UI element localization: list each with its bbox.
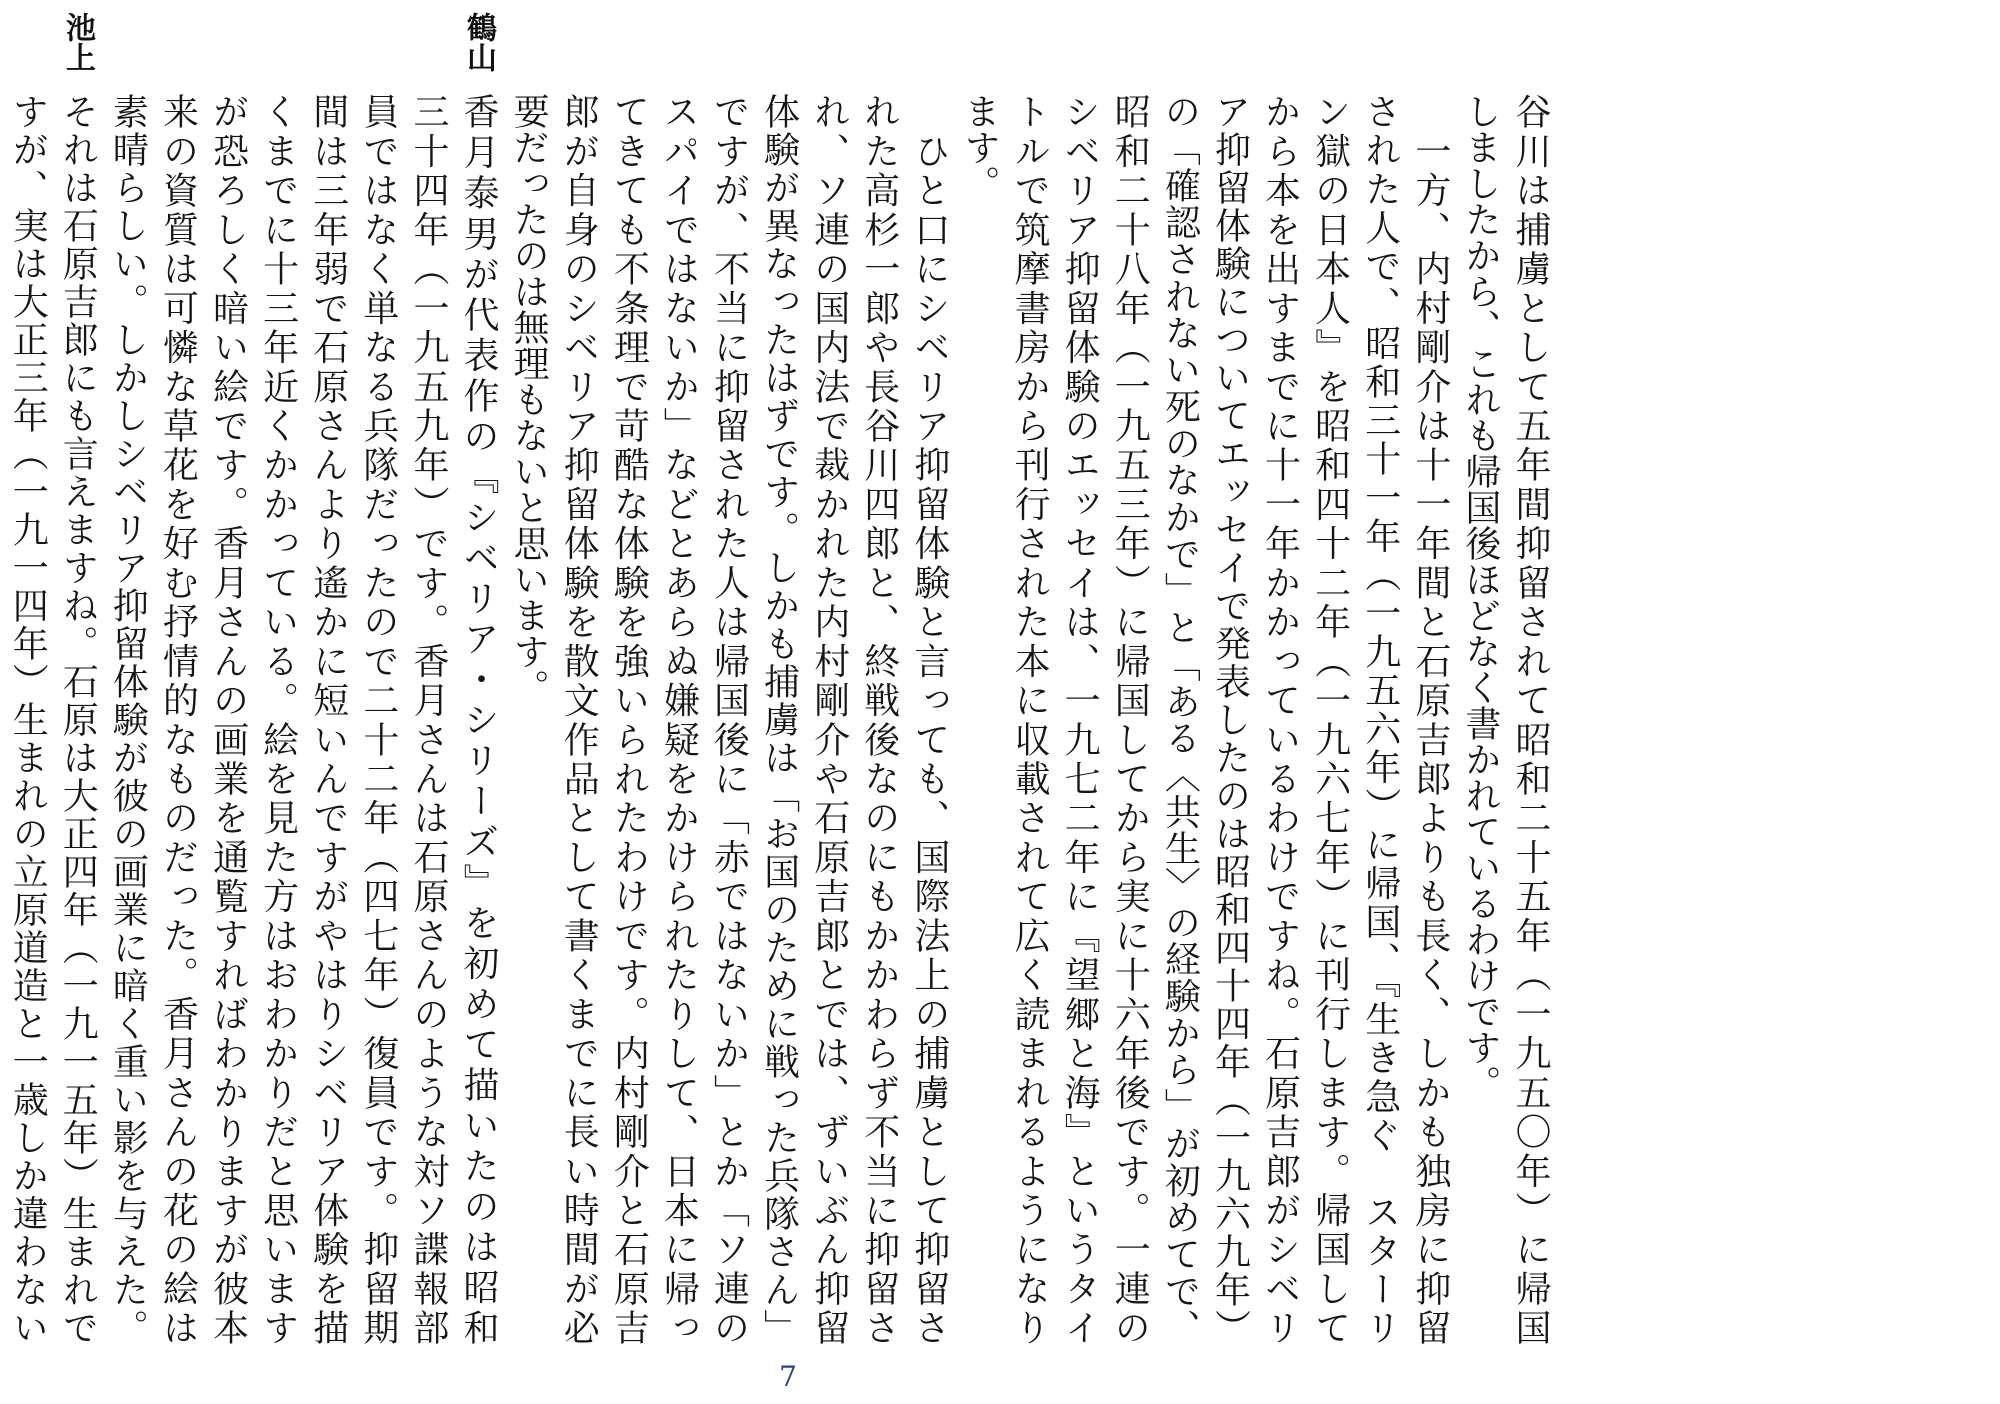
text-column: れ、ソ連の国内法で裁かれた内村剛介や石原吉郎とでは、ずいぶん抑留	[808, 93, 850, 1345]
text-column: 郎が自身のシベリア抑留体験を散文作品として書くまでに長い時間が必	[558, 93, 600, 1345]
text-column: ア抑留体験についてエッセイで発表したのは昭和四十四年（一九六九年）	[1209, 93, 1251, 1345]
text-column: の「確認されない死のなかで」と「ある〈共生〉の経験から」が初めてで、	[1159, 93, 1201, 1345]
text-column: れた高杉一郎や長谷川四郎と、終戦後なのにもかかわらず不当に抑留さ	[858, 93, 900, 1345]
text-column: 員ではなく単なる兵隊だったので二十二年（四七年）復員です。抑留期	[357, 93, 399, 1345]
text-column: くまでに十三年近くかかっている。絵を見た方はおわかりだと思います	[257, 93, 299, 1345]
text-column: トルで筑摩書房から刊行された本に収載されて広く読まれるようになり	[1009, 93, 1051, 1345]
text-column: 素晴らしい。しかしシベリア抑留体験が彼の画業に暗く重い影を与えた。	[107, 93, 149, 1345]
text-column: 体験が異なったはずです。しかも捕虜は「お国のために戦った兵隊さん」	[758, 93, 800, 1345]
speaker-label-ikegami: 池上	[60, 12, 95, 72]
text-column: された人で、昭和三十一年（一九五六年）に帰国、『生き急ぐ スターリ	[1359, 93, 1401, 1345]
text-column: ひと口にシベリア抑留体験と言っても、国際法上の捕虜として抑留さ	[908, 93, 950, 1345]
page-number: 7	[779, 1360, 797, 1393]
vertical-text-body	[2, 93, 1555, 1345]
text-column: ます。	[958, 93, 1000, 201]
text-column: すが、実は大正三年（一九一四年）生まれの立原道造と一歳しか違わない	[7, 93, 49, 1345]
text-column: 香月泰男が代表作の『シベリア・シリーズ』を初めて描いたのは昭和	[458, 93, 500, 1345]
text-column: から本を出すまでに十一年かかっているわけですね。石原吉郎がシベリ	[1259, 93, 1301, 1345]
text-column: 間は三年弱で石原さんより遙かに短いんですがやはりシベリア体験を描	[307, 93, 349, 1345]
text-column: 三十四年（一九五九年）です。香月さんは石原さんのような対ソ諜報部	[407, 93, 449, 1345]
text-column: 来の資質は可憐な草花を好む抒情的なものだった。香月さんの花の絵は	[157, 93, 199, 1345]
text-column: 一方、内村剛介は十一年間と石原吉郎よりも長く、しかも独房に抑留	[1409, 93, 1451, 1345]
text-column: ン獄の日本人』を昭和四十二年（一九六七年）に刊行します。帰国して	[1309, 93, 1351, 1345]
text-column: てきても不条理で苛酷な体験を強いられたわけです。内村剛介と石原吉	[608, 93, 650, 1345]
text-column: 要だったのは無理もないと思います。	[508, 93, 550, 705]
text-column: が恐ろしく暗い絵です。香月さんの画業を通覧すればわかりますが彼本	[207, 93, 249, 1345]
text-column: スパイではないか」などとあらぬ嫌疑をかけられたりして、日本に帰っ	[658, 93, 700, 1345]
text-column: しましたから、これも帰国後ほどなく書かれているわけです。	[1459, 93, 1501, 1101]
text-column: 昭和二十八年（一九五三年）に帰国してから実に十六年後です。一連の	[1109, 93, 1151, 1345]
text-column: 谷川は捕虜として五年間抑留されて昭和二十五年（一九五〇年）に帰国	[1510, 93, 1551, 1345]
text-column: ですが、不当に抑留された人は帰国後に「赤ではないか」とか「ソ連の	[708, 93, 750, 1345]
speaker-label-tsuruyama: 鶴山	[461, 12, 496, 72]
text-column: それは石原吉郎にも言えますね。石原は大正四年（一九一五年）生まれで	[57, 93, 99, 1345]
text-column: シベリア抑留体験のエッセイは、一九七二年に『望郷と海』というタイ	[1059, 93, 1101, 1345]
